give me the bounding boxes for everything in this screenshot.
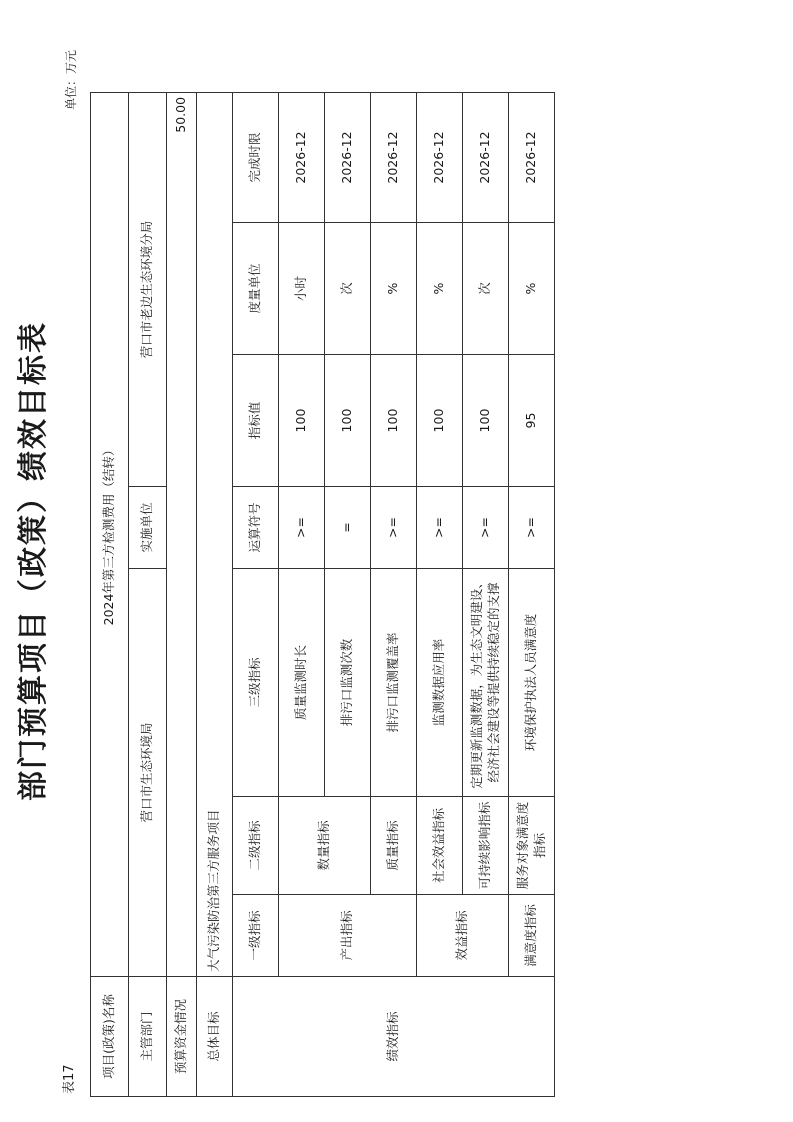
implementing-unit-label: 实施单位 xyxy=(129,487,167,569)
table-row xyxy=(509,92,555,1096)
unit-cell: 小时 xyxy=(279,223,325,355)
header-deadline: 完成时限 xyxy=(233,92,279,222)
table-number: 表17 xyxy=(62,1064,77,1094)
header-level3: 三级指标 xyxy=(233,569,279,797)
target-cell: 100 xyxy=(279,355,325,487)
level3-cell: 监测数据应用率 xyxy=(417,569,463,797)
target-cell: 100 xyxy=(325,355,371,487)
operator-cell: >= xyxy=(371,487,417,569)
page-title: 部门预算项目（政策）绩效目标表 xyxy=(16,321,51,801)
header-target: 指标值 xyxy=(233,355,279,487)
operator-cell: >= xyxy=(279,487,325,569)
deadline-cell: 2026-12 xyxy=(279,92,325,222)
project-name-value: 2024年第三方检测费用（结转） xyxy=(91,92,129,976)
table-row xyxy=(279,92,325,1096)
indicator-header-row xyxy=(233,92,279,1096)
budget-label: 预算资金情况 xyxy=(167,977,197,1097)
target-cell: 100 xyxy=(417,355,463,487)
operator-cell: = xyxy=(325,487,371,569)
operator-cell: >= xyxy=(463,487,509,569)
level2-quantity: 数量指标 xyxy=(279,797,371,895)
budget-value: 50.00 xyxy=(167,92,197,976)
level1-output: 产出指标 xyxy=(279,895,417,977)
target-cell: 100 xyxy=(463,355,509,487)
budget-row xyxy=(167,92,197,1096)
level3-cell: 排污口监测覆盖率 xyxy=(371,569,417,797)
indicators-section-label: 绩效指标 xyxy=(233,977,555,1097)
header-unit: 度量单位 xyxy=(233,223,279,355)
department-label: 主管部门 xyxy=(129,977,167,1097)
implementing-unit-value: 营口市老边生态环境分局 xyxy=(129,92,167,486)
level2-service-satisfaction: 服务对象满意度指标 xyxy=(509,797,555,895)
unit-cell: 次 xyxy=(463,223,509,355)
performance-table xyxy=(90,92,555,1097)
overall-goal-label: 总体目标 xyxy=(197,977,233,1097)
level3-cell: 质量监测时长 xyxy=(279,569,325,797)
deadline-cell: 2026-12 xyxy=(371,92,417,222)
deadline-cell: 2026-12 xyxy=(417,92,463,222)
project-name-label: 项目(政策)名称 xyxy=(91,977,129,1097)
level2-sustainability: 可持续影响指标 xyxy=(463,797,509,895)
unit-cell: % xyxy=(417,223,463,355)
operator-cell: >= xyxy=(417,487,463,569)
deadline-cell: 2026-12 xyxy=(463,92,509,222)
department-value: 营口市生态环境局 xyxy=(129,569,167,977)
level1-satisfaction: 满意度指标 xyxy=(509,895,555,977)
header-operator: 运算符号 xyxy=(233,487,279,569)
level3-cell: 环境保护执法人员满意度 xyxy=(509,569,555,797)
overall-goal-value: 大气污染防治第三方服务项目 xyxy=(197,92,233,976)
level1-benefit: 效益指标 xyxy=(417,895,509,977)
deadline-cell: 2026-12 xyxy=(509,92,555,222)
operator-cell: >= xyxy=(509,487,555,569)
overall-goal-row xyxy=(197,92,233,1096)
unit-label: 单位：万元 xyxy=(64,49,78,110)
project-name-row xyxy=(91,92,129,1096)
header-level2: 二级指标 xyxy=(233,797,279,895)
table-row xyxy=(417,92,463,1096)
level2-quality: 质量指标 xyxy=(371,797,417,895)
level3-cell: 排污口监测次数 xyxy=(325,569,371,797)
target-cell: 100 xyxy=(371,355,417,487)
level3-cell: 定期更新监测数据，为生态文明建设、经济社会建设等提供持续稳定的支撑 xyxy=(463,569,509,797)
unit-cell: % xyxy=(371,223,417,355)
target-cell: 95 xyxy=(509,355,555,487)
unit-cell: 次 xyxy=(325,223,371,355)
deadline-cell: 2026-12 xyxy=(325,92,371,222)
header-level1: 一级指标 xyxy=(233,895,279,977)
unit-cell: % xyxy=(509,223,555,355)
level2-social-benefit: 社会效益指标 xyxy=(417,797,463,895)
department-row xyxy=(129,92,167,1096)
